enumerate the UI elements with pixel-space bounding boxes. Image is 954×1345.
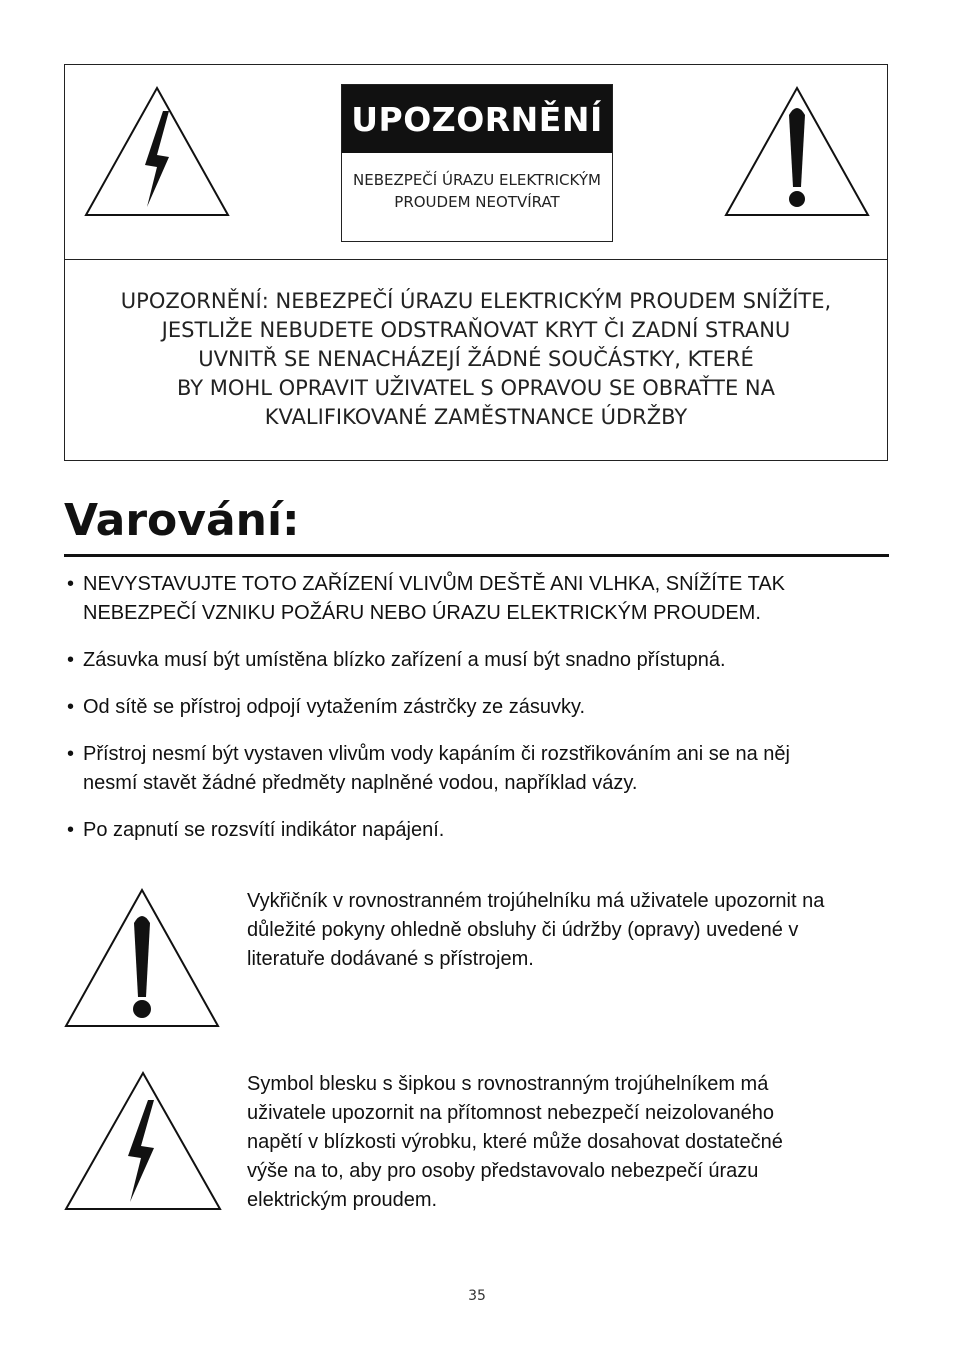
- caution-text-line: KVALIFIKOVANÉ ZAMĚSTNANCE ÚDRŽBY: [264, 405, 688, 429]
- warning-item-line: nesmí stavět žádné předměty naplněné vodou, například vázy.: [83, 772, 638, 794]
- bullet-icon: •: [67, 819, 75, 841]
- bullet-icon: •: [67, 743, 75, 765]
- description-line: Vykřičník v rovnostranném trojúhelníku má uživatele upozornit na: [247, 890, 825, 912]
- caution-header: [65, 65, 887, 260]
- warning-item-line: Od sítě se přístroj odpojí vytažením zástrčky ze zásuvky.: [83, 696, 586, 718]
- warning-item-line: NEVYSTAVUJTE TOTO ZAŘÍZENÍ VLIVŮM DEŠTĚ ANI VLHKA, SNÍŽÍTE TAK: [83, 573, 786, 595]
- caution-text-line: JESTLIŽE NEBUDETE ODSTRAŇOVAT KRYT ČI ZADNÍ STRANU: [161, 318, 791, 342]
- page-number: 35: [468, 1288, 486, 1304]
- description-line: napětí v blízkosti výrobku, které může dosahovat dostatečné: [247, 1131, 783, 1153]
- description-line: elektrickým proudem.: [247, 1189, 438, 1211]
- warning-item-line: Přístroj nesmí být vystaven vlivům vody kapáním či rozstřikováním ani se na něj: [83, 743, 790, 765]
- description-line: uživatele upozornit na přítomnost nebezpečí neizolovaného: [247, 1102, 775, 1124]
- caution-text: [65, 287, 887, 432]
- exclamation-description: [247, 887, 892, 974]
- caution-text-line: UPOZORNĚNÍ: NEBEZPEČÍ ÚRAZU ELEKTRICKÝM PROUDEM SNÍŽÍTE,: [120, 289, 832, 313]
- warning-item: [64, 570, 884, 628]
- bullet-icon: •: [67, 649, 75, 671]
- section-title: Varování:: [64, 495, 300, 546]
- warning-item: [64, 740, 884, 798]
- warning-item: [64, 816, 884, 845]
- description-line: Symbol blesku s šipkou s rovnostranným trojúhelníkem má: [247, 1073, 769, 1095]
- caution-label-title: UPOZORNĚNÍ: [342, 85, 612, 153]
- bullet-icon: •: [67, 573, 75, 595]
- warning-item: [64, 646, 884, 675]
- exclamation-symbol-row: [64, 887, 889, 1029]
- caution-text-line: UVNITŘ SE NENACHÁZEJÍ ŽÁDNÉ SOUČÁSTKY, KTERÉ: [198, 347, 754, 371]
- exclamation-triangle-icon: [723, 85, 871, 217]
- description-line: důležité pokyny ohledně obsluhy či údržby (opravy) uvedené v: [247, 919, 799, 941]
- title-divider: [64, 554, 889, 557]
- warning-item-line: Po zapnutí se rozsvítí indikátor napájení.: [83, 819, 445, 841]
- lightning-triangle-icon: [64, 1070, 222, 1212]
- lightning-symbol-row: [64, 1070, 889, 1212]
- caution-label-subtitle: [342, 153, 612, 213]
- caution-text-line: BY MOHL OPRAVIT UŽIVATEL S OPRAVOU SE OBRAŤTE NA: [177, 376, 775, 400]
- caution-box: [64, 64, 888, 461]
- description-line: výše na to, aby pro osoby představovalo nebezpečí úrazu: [247, 1160, 759, 1182]
- caution-label-sub-line-2: PROUDEM NEOTVÍRAT: [394, 193, 560, 211]
- warning-item-line: Zásuvka musí být umístěna blízko zařízení a musí být snadno přístupná.: [83, 649, 726, 671]
- warning-item: [64, 693, 884, 722]
- bullet-icon: •: [67, 696, 75, 718]
- caution-label: [341, 84, 613, 242]
- exclamation-triangle-icon: [64, 887, 220, 1029]
- caution-label-sub-line-1: NEBEZPEČÍ ÚRAZU ELEKTRICKÝM: [353, 171, 601, 189]
- warning-item-line: NEBEZPEČÍ VZNIKU POŽÁRU NEBO ÚRAZU ELEKTRICKÝM PROUDEM.: [83, 602, 761, 624]
- lightning-description: [247, 1070, 892, 1215]
- lightning-triangle-icon: [83, 85, 231, 217]
- warning-list: [64, 570, 884, 863]
- description-line: literatuře dodávané s přístrojem.: [247, 948, 534, 970]
